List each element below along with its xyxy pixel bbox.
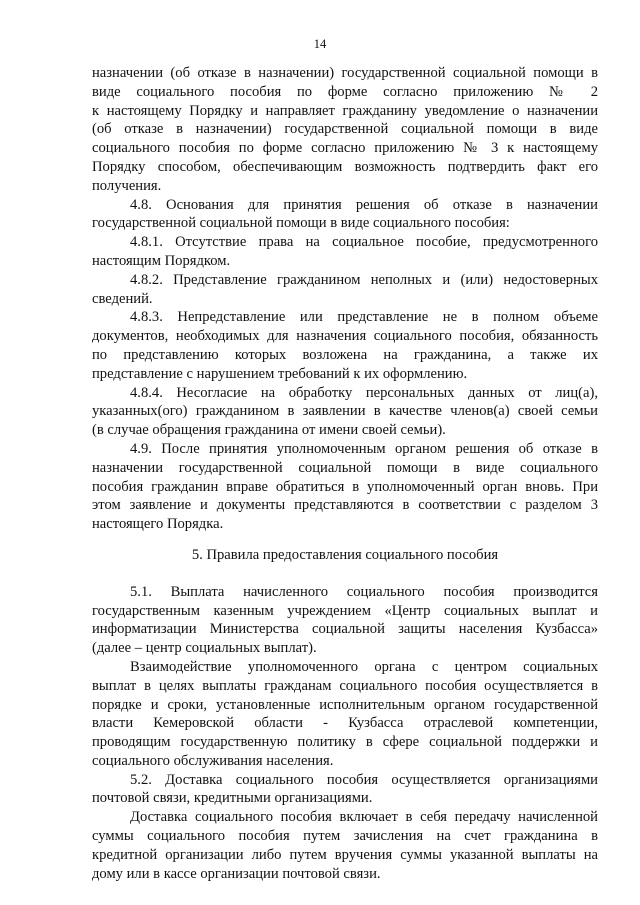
paragraph-line: власти Кемеровской области - Кузбасса отраслевой компетенции, bbox=[92, 715, 598, 732]
section-heading: 5. Правила предоставления социального пособия bbox=[191, 546, 499, 563]
paragraph bbox=[92, 196, 598, 234]
paragraph-line: (далее – центр социальных выплат). bbox=[92, 640, 317, 657]
paragraph-line: порядке и сроки, установленные исполнительным органом государственной bbox=[92, 696, 598, 713]
paragraph-line: государственным казенным учреждением «Центр социальных выплат и bbox=[92, 602, 598, 619]
paragraph-line: 4.8.2. Представление гражданином неполных и (или) недостоверных bbox=[130, 271, 598, 288]
paragraph-line: назначении государственной социальной помощи в виде социального bbox=[92, 459, 598, 476]
paragraph-line: выплат в целях выплаты гражданам социального пособия осуществляется в bbox=[92, 677, 598, 694]
paragraph-line: (об отказе в назначении) государственной социальной помощи в виде bbox=[92, 121, 598, 138]
paragraph bbox=[92, 64, 598, 196]
paragraph bbox=[92, 384, 598, 440]
paragraph-line: указанных(ого) гражданином в заявлении в качестве членов(а) своей семьи bbox=[92, 403, 598, 420]
paragraph-line: социального пособия по форме согласно приложению № 3 к настоящему bbox=[92, 140, 598, 157]
paragraph-line: настоящим Порядком. bbox=[92, 252, 231, 269]
paragraph bbox=[92, 658, 598, 771]
paragraph-line: 5.1. Выплата начисленного социального пособия производится bbox=[130, 583, 598, 600]
paragraph-line: 4.8.1. Отсутствие права на социальное пособие, предусмотренного bbox=[130, 234, 598, 251]
paragraphs-after-heading bbox=[92, 583, 598, 884]
paragraph-line: представление с нарушением требований к их оформлению. bbox=[92, 365, 468, 382]
paragraph-line: Порядку способом, обеспечивающим возможность подтвердить факт его bbox=[92, 158, 598, 175]
paragraph bbox=[92, 583, 598, 658]
paragraph-line: 4.8. Основания для принятия решения об отказе в назначении bbox=[130, 196, 598, 213]
paragraph bbox=[92, 271, 598, 309]
paragraph-line: получения. bbox=[92, 177, 162, 194]
paragraph-line: 4.9. После принятия уполномоченным органом решения об отказе в bbox=[130, 440, 598, 457]
paragraph-line: 4.8.3. Непредставление или представление не в полном объеме bbox=[130, 309, 598, 326]
paragraph bbox=[92, 308, 598, 383]
paragraph-line: информатизации Министерства социальной защиты населения Кузбасса» bbox=[92, 621, 598, 638]
paragraph-line: (в случае обращения гражданина от имени своей семьи). bbox=[92, 422, 446, 439]
paragraph-line: 5.2. Доставка социального пособия осуществляется организациями bbox=[130, 771, 598, 788]
paragraph-line: 4.8.4. Несогласие на обработку персональных данных от лиц(а), bbox=[130, 384, 598, 401]
page-number: 14 bbox=[313, 37, 327, 51]
paragraph-line: проводящим государственную политику в сфере социальной поддержки и bbox=[92, 734, 598, 751]
paragraph-line: к настоящему Порядку и направляет гражданину уведомление о назначении bbox=[92, 102, 598, 119]
paragraph-line: государственной социальной помощи в виде социального пособия: bbox=[92, 215, 510, 232]
paragraph bbox=[92, 233, 598, 271]
paragraph-line: суммы социального пособия путем зачисления на счет гражданина в bbox=[92, 828, 598, 845]
paragraph-line: этом заявление и документы представляются в соответствии с разделом 3 bbox=[92, 497, 598, 514]
paragraphs-before-heading bbox=[92, 64, 598, 534]
paragraph-line: социального обслуживания населения. bbox=[92, 752, 334, 769]
paragraph-line: сведений. bbox=[92, 290, 153, 307]
paragraph-line: Взаимодействие уполномоченного органа с центром социальных bbox=[130, 658, 598, 675]
paragraph-line: виде социального пособия по форме согласно приложению № 2 bbox=[92, 83, 598, 100]
document-body bbox=[92, 64, 598, 883]
paragraph bbox=[92, 771, 598, 809]
paragraph-line: пособия гражданин вправе обратиться в уполномоченный орган вновь. При bbox=[92, 478, 598, 495]
paragraph-line: дому или в кассе организации почтовой связи. bbox=[92, 865, 381, 882]
paragraph-line: кредитной организации либо путем вручения суммы указанной выплаты на bbox=[92, 846, 598, 863]
paragraph-line: почтовой связи, кредитными организациями. bbox=[92, 790, 373, 807]
paragraph-line: по представлению которых возложена на гражданина, а также их bbox=[92, 346, 598, 363]
paragraph bbox=[92, 440, 598, 534]
paragraph-line: документов, необходимых для назначения социального пособия, обязанность bbox=[92, 328, 598, 345]
paragraph-line: Доставка социального пособия включает в себя передачу начисленной bbox=[130, 809, 598, 826]
paragraph bbox=[92, 808, 598, 883]
paragraph-line: настоящего Порядка. bbox=[92, 516, 224, 533]
paragraph-line: назначении (об отказе в назначении) государственной социальной помощи в bbox=[92, 65, 598, 81]
